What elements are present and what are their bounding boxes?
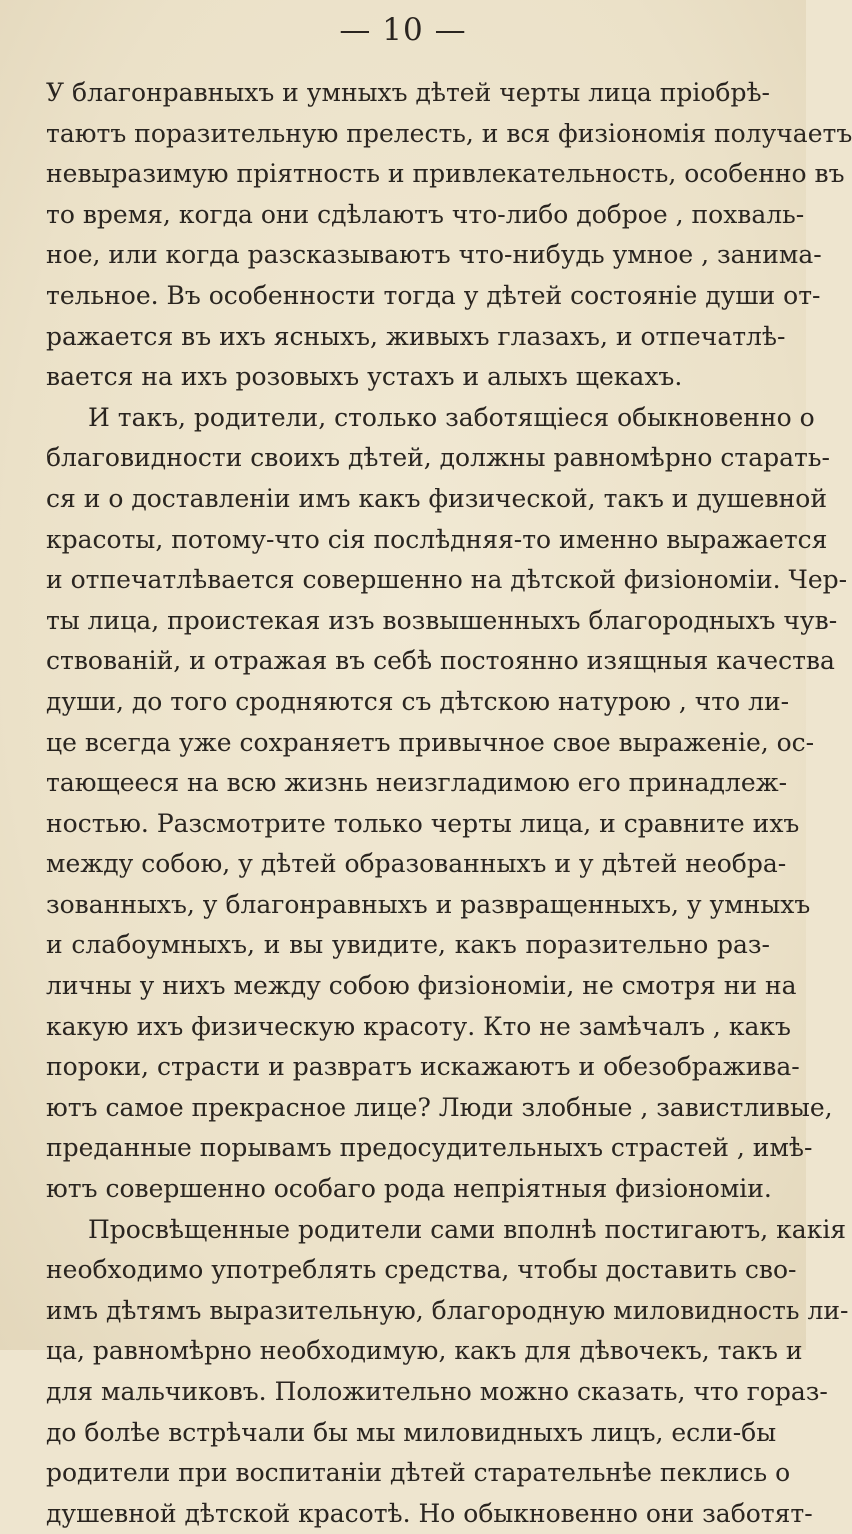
body-text [46,73,852,1534]
text-line: вается на ихъ розовыхъ устахъ и алыхъ щекахъ. [46,362,683,392]
text-line: души, до того сродняются съ дѣтскою натурою , что ли- [46,686,790,716]
text-line: ное, или когда разсказываютъ что-нибудь умное , занима- [46,240,822,270]
text-line: ютъ самое прекрасное лице? Люди злобные , завистливые, [46,1092,833,1122]
text-line: Просвѣщенные родители сами вполнѣ постигаютъ, какія [88,1214,847,1244]
text-line: И такъ, родители, столько заботящіеся обыкновенно о [88,402,815,432]
text-line: душевной дѣтской красотѣ. Но обыкновенно они заботят- [46,1498,813,1528]
text-line: невыразимую пріятность и привлекательность, особенно въ [46,159,845,189]
text-line: красоты, потому-что сія послѣдняя-то именно выражается [46,524,828,554]
text-line: ся и о доставленіи имъ какъ физической, такъ и душевной [46,483,827,513]
text-line: це всегда уже сохраняетъ привычное свое выраженіе, ос- [46,727,815,757]
text-line: между собою, у дѣтей образованныхъ и у дѣтей необра- [46,849,787,879]
text-line: зованныхъ, у благонравныхъ и развращенныхъ, у умныхъ [46,889,811,919]
text-line: ца, равномѣрно необходимую, какъ для дѣвочекъ, такъ и [46,1336,803,1366]
text-line: преданные порывамъ предосудительныхъ страстей , имѣ- [46,1133,813,1163]
text-line: для мальчиковъ. Положительно можно сказать, что гораз- [46,1377,828,1406]
text-line: тающееся на всю жизнь неизгладимою его принадлеж- [46,768,788,798]
text-line: до болѣе встрѣчали бы мы миловидныхъ лицъ, если-бы [46,1417,777,1447]
text-line: тельное. Въ особенности тогда у дѣтей состояніе души от- [46,280,821,310]
text-line: пороки, страсти и развратъ искажаютъ и обезображива- [46,1052,800,1082]
page-number: — 10 — [339,12,467,48]
text-line: ностью. Разсмотрите только черты лица, и сравните ихъ [46,808,800,838]
text-line: имъ дѣтямъ выразительную, благородную миловидность ли- [46,1295,849,1325]
text-line: ты лица, проистекая изъ возвышенныхъ благородныхъ чув- [46,605,838,635]
text-line: таютъ поразительную прелесть, и вся физіономія получаетъ [46,118,852,148]
text-line: необходимо употреблять средства, чтобы доставить сво- [46,1255,797,1285]
text-line: какую ихъ физическую красоту. Кто не замѣчалъ , какъ [46,1011,791,1041]
text-line: ражается въ ихъ ясныхъ, живыхъ глазахъ, и отпечатлѣ- [46,321,786,351]
text-line: У благонравныхъ и умныхъ дѣтей черты лица пріобрѣ- [46,78,770,107]
text-line: то время, когда они сдѣлаютъ что-либо доброе , похваль- [46,199,805,229]
text-line: родители при воспитаніи дѣтей старательнѣе пеклись о [46,1458,791,1488]
text-line: ствованій, и отражая въ себѣ постоянно изящныя качества [46,646,835,676]
text-line: ютъ совершенно особаго рода непріятныя физіономіи. [46,1174,772,1204]
text-line: личны у нихъ между собою физіономіи, не смотря ни на [46,971,797,1001]
text-line: и слабоумныхъ, и вы увидите, какъ поразительно раз- [46,930,770,960]
text-line: благовидности своихъ дѣтей, должны равномѣрно старать- [46,443,830,473]
text-line: и отпечатлѣвается совершенно на дѣтской физіономіи. Чер- [46,565,848,595]
